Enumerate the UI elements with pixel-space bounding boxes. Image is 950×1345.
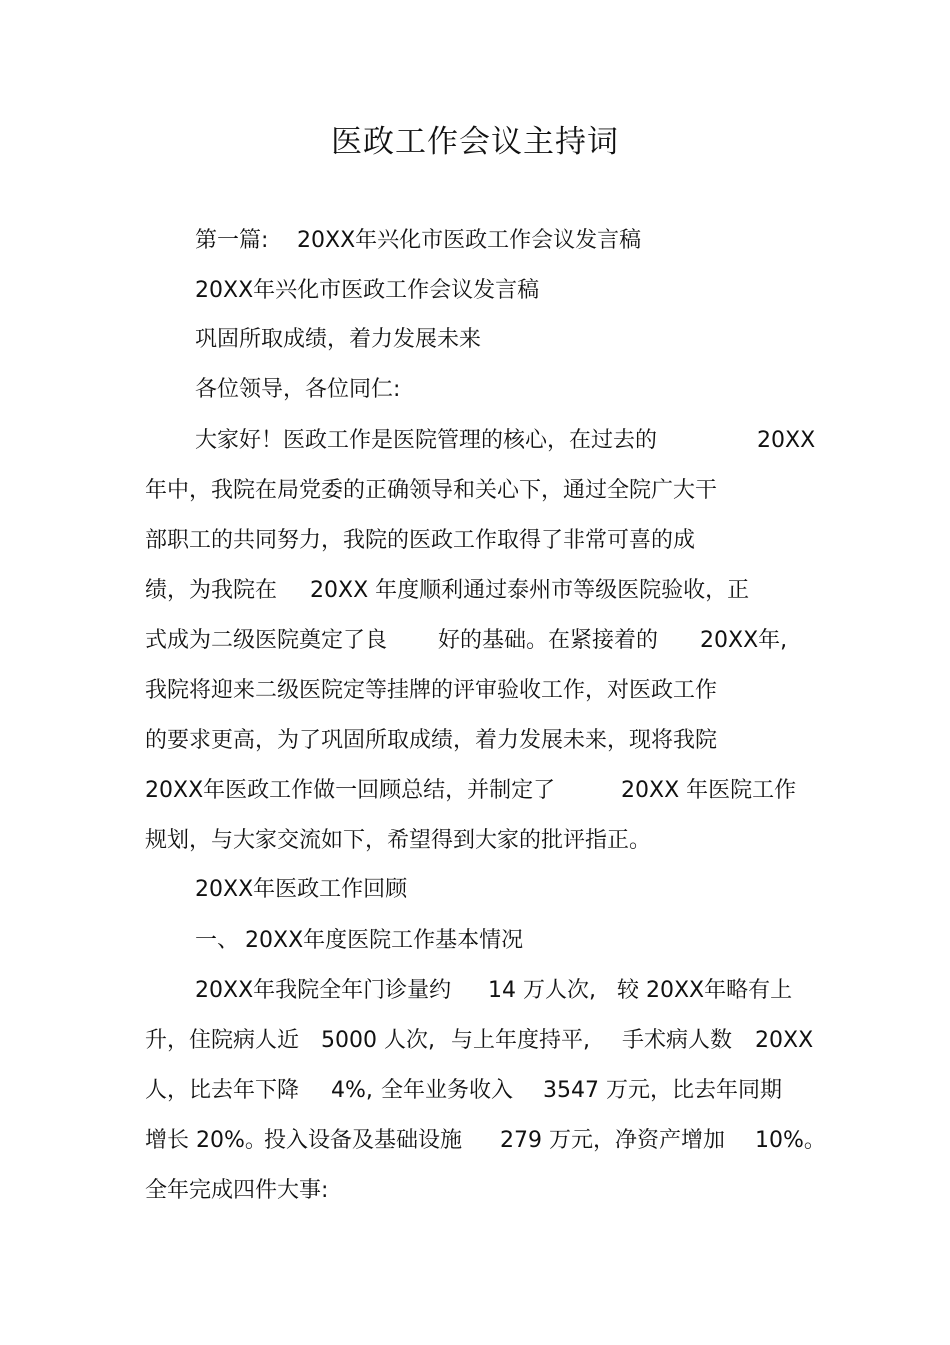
heading-part-label: 第一篇: bbox=[195, 228, 269, 253]
text-run: 10%。 bbox=[755, 1128, 826, 1153]
paragraph-line: 规划，与大家交流如下，希望得到大家的批评指正。 bbox=[145, 828, 652, 853]
text-run: 增长 20%。 bbox=[145, 1128, 267, 1153]
text-run: 20XX 年医院工作 bbox=[621, 778, 797, 803]
heading-part-title: 20XX年兴化市医政工作会议发言稿 bbox=[297, 228, 642, 253]
paragraph-line bbox=[0, 576, 950, 606]
text-run: 20XX 年度顺利通过泰州市等级医院验收，正 bbox=[310, 578, 750, 603]
text-run: 绩，为我院在 bbox=[145, 578, 278, 603]
paragraph-line bbox=[0, 626, 950, 656]
text-run: 3547 万元，比去年同期 bbox=[543, 1078, 782, 1103]
paragraph-line: 部职工的共同努力，我院的医政工作取得了非常可喜的成 bbox=[145, 528, 696, 553]
paragraph-line: 我院将迎来二级医院定等挂牌的评审验收工作，对医政工作 bbox=[145, 678, 718, 703]
text-run: 较 20XX年略有上 bbox=[617, 978, 793, 1003]
text-run: 手术病人数 bbox=[622, 1028, 733, 1053]
text-run: 5000 人次, bbox=[321, 1028, 435, 1053]
subsection-title: 20XX年度医院工作基本情况 bbox=[245, 928, 524, 953]
speech-heading: 20XX年兴化市医政工作会议发言稿 bbox=[195, 278, 540, 303]
paragraph-line: 年中，我院在局党委的正确领导和关心下，通过全院广大干 bbox=[145, 478, 718, 503]
paragraph-line bbox=[0, 976, 950, 1006]
paragraph-line bbox=[0, 776, 950, 806]
text-run: 大家好！医政工作是医院管理的核心，在过去的 bbox=[195, 428, 658, 453]
paragraph-line bbox=[0, 1126, 950, 1156]
subsection-heading bbox=[0, 926, 950, 956]
salutation: 各位领导，各位同仁: bbox=[195, 377, 401, 402]
paragraph-line bbox=[0, 1076, 950, 1106]
text-run: 20XX年医政工作做一回顾总结，并制定了 bbox=[145, 778, 556, 803]
paragraph-line bbox=[0, 426, 950, 456]
text-run: 人，比去年下降 bbox=[145, 1078, 300, 1103]
text-run: 20XX bbox=[757, 428, 816, 453]
document-title: 医政工作会议主持词 bbox=[331, 124, 619, 160]
text-run: 20XX bbox=[755, 1028, 814, 1053]
text-run: 与上年度持平, bbox=[451, 1028, 590, 1053]
text-run: 好的基础。在紧接着的 bbox=[438, 628, 659, 653]
paragraph-line: 的要求更高，为了巩固所取成绩，着力发展未来，现将我院 bbox=[145, 728, 718, 753]
text-run: 全年业务收入 bbox=[381, 1078, 514, 1103]
text-run: 20XX年, bbox=[700, 628, 788, 653]
text-run: 20XX年我院全年门诊量约 bbox=[195, 978, 452, 1003]
heading-part-one bbox=[0, 226, 950, 256]
paragraph-line: 全年完成四件大事: bbox=[145, 1178, 329, 1203]
text-run: 升，住院病人近 bbox=[145, 1028, 300, 1053]
text-run: 14 万人次, bbox=[488, 978, 596, 1003]
section-heading: 20XX年医政工作回顾 bbox=[195, 877, 408, 902]
text-run: 投入设备及基础设施 bbox=[264, 1128, 463, 1153]
text-run: 式成为二级医院奠定了良 bbox=[145, 628, 388, 653]
paragraph-line bbox=[0, 1026, 950, 1056]
speech-theme: 巩固所取成绩，着力发展未来 bbox=[195, 327, 482, 352]
subsection-number: 一、 bbox=[195, 928, 240, 953]
text-run: 279 万元，净资产增加 bbox=[500, 1128, 725, 1153]
text-run: 4%, bbox=[331, 1078, 373, 1103]
